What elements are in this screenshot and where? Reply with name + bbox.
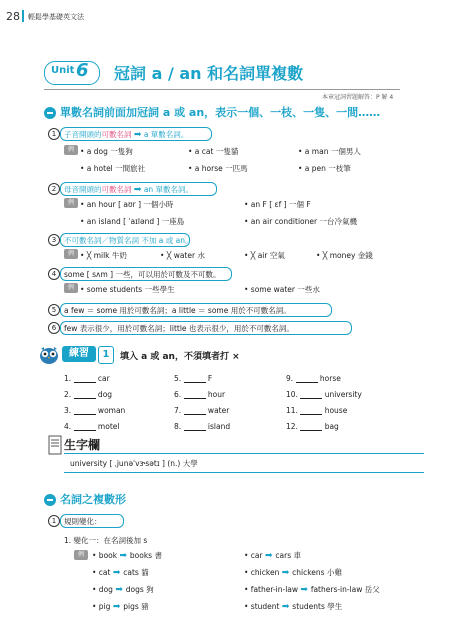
unit-label: Unit [51, 65, 75, 76]
example-item: • a pen 一枝筆 [298, 164, 351, 173]
exercise-item-number: 10. [286, 390, 301, 399]
plural-pair [244, 601, 342, 612]
plural-pair [92, 567, 149, 578]
answer-blank[interactable] [300, 422, 322, 431]
answer-blank[interactable] [184, 390, 206, 399]
answer-blank[interactable] [300, 406, 322, 415]
rule1-text-b: 可數名詞 [101, 130, 132, 139]
singular-word: • student [244, 602, 282, 611]
arrow-right-icon: ➡ [133, 130, 142, 140]
vocab-divider [64, 453, 424, 454]
exercise-item [286, 422, 339, 431]
arrow-right-icon: ➡ [112, 602, 124, 612]
example-item: • a horse 一匹馬 [188, 164, 248, 173]
arrow-right-icon: ➡ [119, 551, 130, 561]
exercise-item-word: house [322, 406, 348, 415]
exercise-item-word: university [322, 390, 362, 399]
exercise-instruction: 填入 a 或 an，不須填者打 × [120, 352, 240, 362]
arrow-right-icon: ➡ [281, 568, 293, 578]
rule1-text-a: 子音開頭的 [64, 130, 102, 139]
answer-blank[interactable] [74, 406, 96, 415]
answer-blank[interactable] [300, 390, 322, 399]
plural-pair [92, 550, 162, 561]
rule6-text: few 表示很少，用於可數名詞；little 也表示很少，用於不可數名詞。 [64, 324, 294, 333]
exercise-item-word: motel [95, 422, 120, 431]
plural-word: students 學生 [292, 602, 343, 611]
example-item: • an F [ ɛf ] 一個 F [244, 200, 311, 209]
example-item: • a dog 一隻狗 [80, 147, 133, 156]
answer-blank[interactable] [74, 422, 96, 431]
exercise-item-word: woman [95, 406, 126, 415]
answer-blank[interactable] [184, 374, 206, 383]
change-label: 1. 變化一：在名詞後加 s [64, 536, 148, 545]
exercise-item-number: 9. [286, 374, 296, 383]
rule-number: 4 [48, 268, 60, 280]
owl-icon [38, 344, 60, 364]
exercise-item-number: 1. [64, 374, 74, 383]
arrow-right-icon: ➡ [300, 585, 311, 595]
example-icon: 例 [64, 283, 78, 293]
example-item: • ╳ milk 牛奶 [80, 251, 127, 260]
rule2-text [64, 184, 193, 195]
exercise-item-number: 3. [64, 406, 74, 415]
rule2-text-b: 可數名詞 [101, 185, 132, 194]
exercise-item [286, 390, 362, 399]
exercise-item [174, 406, 229, 415]
plural-word: cats 貓 [123, 568, 149, 577]
exercise-item-number: 6. [174, 390, 184, 399]
vocab-title: 生字欄 [64, 438, 101, 452]
singular-word: • chicken [244, 568, 282, 577]
exercise-item-number: 4. [64, 422, 74, 431]
plural-word: pigs 豬 [123, 602, 149, 611]
example-item: • ╳ water 水 [160, 251, 205, 260]
section2-title: 名詞之複數形 [60, 493, 126, 506]
example-icon: 例 [64, 145, 78, 155]
divider [44, 89, 400, 90]
exercise-item-word: dog [95, 390, 113, 399]
answer-note: 本章冠詞習題解答：P 解 4 [322, 94, 394, 101]
header-divider [22, 10, 24, 22]
exercise-item-number: 7. [174, 406, 184, 415]
example-item: • some water 一些水 [244, 285, 320, 294]
rule-number: 6 [48, 322, 60, 334]
unit-title: 冠詞 a / an 和名詞單複數 [114, 64, 304, 83]
plural-word: cars 車 [275, 551, 302, 560]
rule-number: 5 [48, 304, 60, 316]
exercise-item-word: car [95, 374, 110, 383]
exercise-item-word: water [205, 406, 230, 415]
plural-pair [244, 550, 301, 561]
rule1-text [64, 129, 188, 140]
plural-word: books 書 [129, 551, 162, 560]
rule4-text: some [ sʌm ] 一些，可以用於可數及不可數。 [64, 270, 221, 279]
singular-word: • car [244, 551, 265, 560]
plural-word: dogs 狗 [125, 585, 154, 594]
exercise-item-word: horse [317, 374, 341, 383]
plural-pair [92, 584, 154, 595]
example-icon: 例 [74, 550, 88, 560]
exercise-item-number: 2. [64, 390, 74, 399]
rule-number: 2 [48, 183, 60, 195]
rule-number: 1 [48, 515, 60, 527]
rule2-text-c: an 單數名詞。 [143, 185, 194, 194]
exercise-item-word: F [205, 374, 213, 383]
exercise-item-word: hour [205, 390, 226, 399]
example-item: • a cat 一隻貓 [188, 147, 239, 156]
exercise-item [174, 374, 212, 383]
section-minus-icon [44, 107, 56, 119]
rule5-text: a few ＝ some 用於可數名詞；a little ＝ some 用於不可數名詞。 [64, 306, 291, 315]
example-item: • an hour [ aʊr ] 一個小時 [80, 200, 174, 209]
exercise-item-number: 8. [174, 422, 184, 431]
example-item: • an island [ ˈaɪlənd ] 一座島 [80, 217, 185, 226]
rule-number: 1 [48, 128, 60, 140]
unit-number: 6 [76, 60, 89, 81]
answer-blank[interactable] [296, 374, 318, 383]
exercise-item [64, 390, 112, 399]
vocab-entry: university [ ˌjunəˈvɝsətɪ ] (n.) 大學 [70, 459, 198, 468]
singular-word: • father-in-law [244, 585, 301, 594]
rule2-text-a: 母音開頭的 [64, 185, 102, 194]
plural-word: chickens 小雞 [292, 568, 342, 577]
singular-word: • dog [92, 585, 116, 594]
plural-word: fathers-in-law 岳父 [310, 585, 380, 594]
rule-text: 規則變化： [64, 517, 102, 526]
exercise-item-number: 11. [286, 406, 301, 415]
section-minus-icon [44, 494, 56, 506]
arrow-right-icon: ➡ [265, 551, 276, 561]
example-item: • some students 一些學生 [80, 285, 175, 294]
exercise-item [64, 422, 119, 431]
exercise-item-number: 5. [174, 374, 184, 383]
example-item: • an air conditioner 一台冷氣機 [244, 217, 357, 226]
example-icon: 例 [64, 198, 78, 208]
example-item: • a hotel 一間旅社 [80, 164, 146, 173]
vocab-divider [64, 472, 424, 473]
exercise-number: 1 [98, 346, 114, 364]
example-item: • ╳ air 空氣 [244, 251, 285, 260]
example-item: • ╳ money 金錢 [316, 251, 373, 260]
answer-blank[interactable] [74, 390, 96, 399]
exercise-item [286, 406, 347, 415]
exercise-item-word: island [205, 422, 231, 431]
arrow-right-icon: ➡ [112, 568, 124, 578]
arrow-right-icon: ➡ [133, 185, 142, 195]
singular-word: • cat [92, 568, 113, 577]
example-icon: 例 [64, 249, 78, 259]
plural-pair [244, 584, 380, 595]
exercise-item [64, 406, 125, 415]
section1-title: 單數名詞前面加冠詞 a 或 an，表示一個、一枝、一隻、一間…… [60, 106, 381, 119]
exercise-item [174, 390, 225, 399]
rule-number: 3 [48, 234, 60, 246]
arrow-right-icon: ➡ [115, 585, 126, 595]
page-number: 28 [6, 10, 20, 23]
example-item: • a man 一個男人 [298, 147, 361, 156]
exercise-item [174, 422, 230, 431]
book-icon [48, 434, 62, 456]
answer-blank[interactable] [74, 374, 96, 383]
plural-pair [244, 567, 342, 578]
exercise-item-number: 12. [286, 422, 301, 431]
rule1-text-c: a 單數名詞。 [143, 130, 189, 139]
exercise-item-word: bag [322, 422, 339, 431]
exercise-item [286, 374, 341, 383]
exercise-item [64, 374, 110, 383]
singular-word: • pig [92, 602, 113, 611]
exercise-badge: 練習 [62, 346, 96, 362]
answer-blank[interactable] [184, 406, 206, 415]
answer-blank[interactable] [184, 422, 206, 431]
arrow-right-icon: ➡ [281, 602, 293, 612]
plural-pair [92, 601, 149, 612]
book-title: 輕鬆學基礎英文法 [28, 13, 84, 21]
singular-word: • book [92, 551, 120, 560]
rule3-text: 不可數名詞／物質名詞 不加 a 或 an。 [64, 236, 193, 245]
